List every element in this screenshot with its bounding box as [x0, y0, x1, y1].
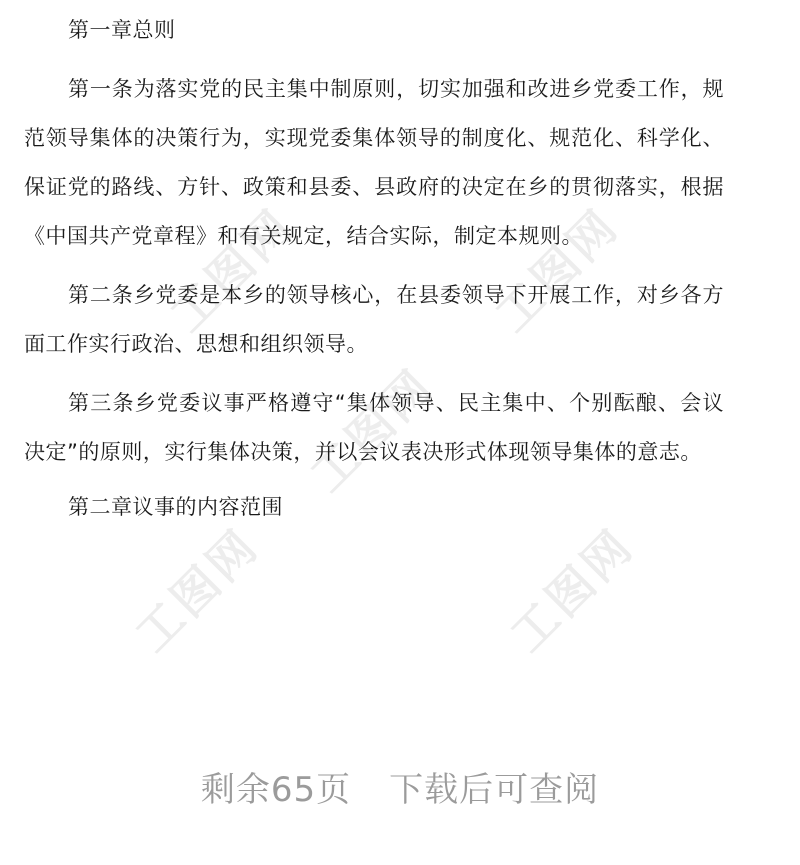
article-3: 第三条乡党委议事严格遵守“集体领导、民主集中、个别酝酿、会议决定”的原则，实行集体决策，并以会议表决形式体现领导集体的意志。	[24, 391, 724, 464]
watermark-2: 工图网	[484, 197, 630, 343]
chapter-1-title: 第一章总则	[68, 18, 176, 42]
watermark-1: 工图网	[159, 197, 305, 343]
chapter-2-title: 第二章议事的内容范围	[68, 495, 283, 519]
watermark-5: 工图网	[499, 517, 645, 663]
watermark-4: 工图网	[124, 517, 270, 663]
article-1: 第一条为落实党的民主集中制原则，切实加强和改进乡党委工作，规范领导集体的决策行为，实现党委集体领导的制度化、规范化、科学化、保证党的路线、方针、政策和县委、县政府的决定在乡的贯彻落实，根据《中国共产党章程》和有关规定，结合实际，制定本规则。	[24, 77, 724, 248]
watermark-3: 工图网	[299, 357, 445, 503]
download-prompt[interactable]	[0, 762, 800, 811]
article-2: 第二条乡党委是本乡的领导核心，在县委领导下开展工作，对乡各方面工作实行政治、思想和组织领导。	[24, 283, 724, 356]
download-to-view-label: 下载后可查阅	[389, 770, 600, 810]
remaining-pages-label: 剩余65页	[200, 770, 352, 810]
document-body	[24, 10, 724, 542]
